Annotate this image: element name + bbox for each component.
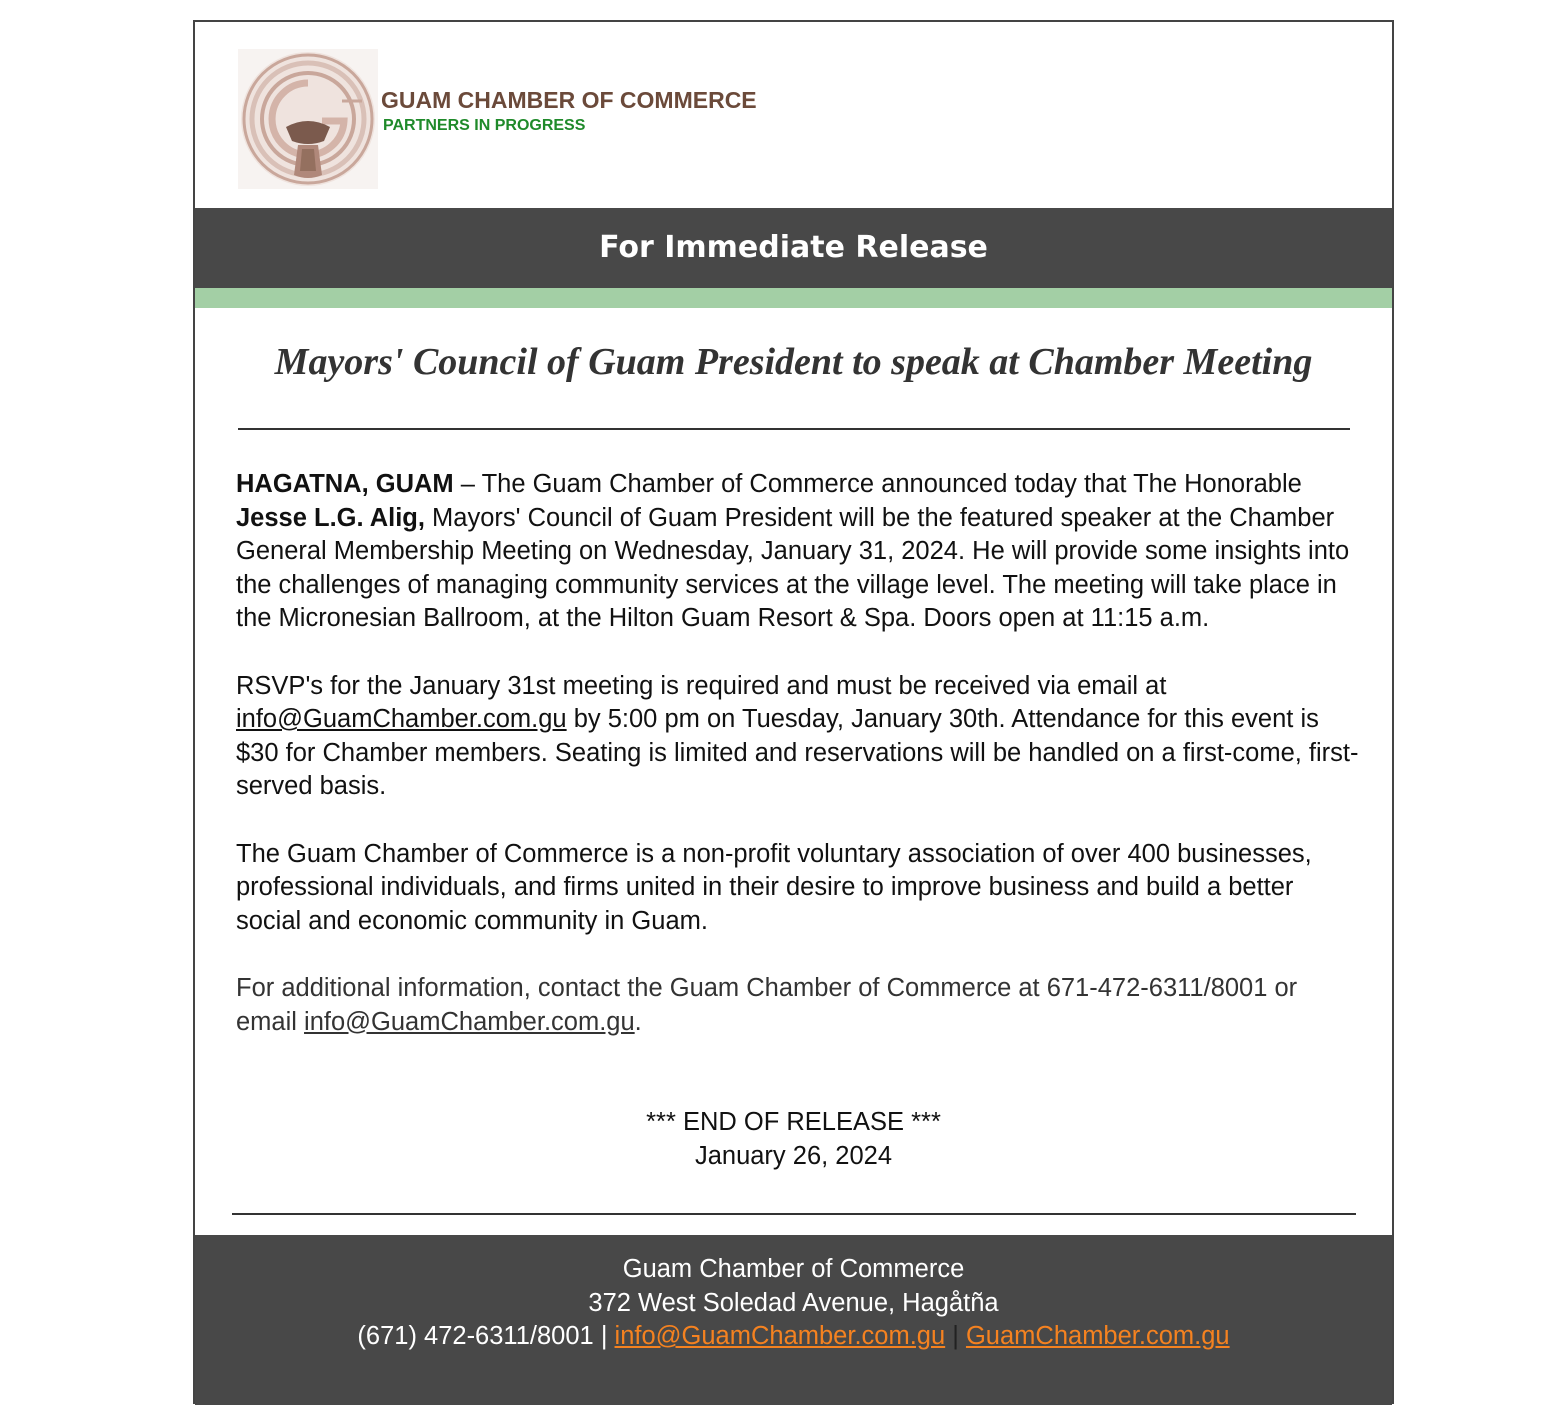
footer <box>195 1235 1392 1405</box>
divider-top <box>238 428 1350 430</box>
footer-contact-line: (671) 472-6311/8001 | info@GuamChamber.com.gu | GuamChamber.com.gu <box>357 1322 1230 1351</box>
chamber-seal-icon <box>238 49 378 189</box>
release-date: January 26, 2024 <box>694 1141 893 1170</box>
speaker-name: Jesse L.G. Alig, <box>236 503 425 532</box>
logo-wordmark: GUAM CHAMBER OF COMMERCE <box>381 87 757 113</box>
chamber-logo <box>238 49 838 189</box>
footer-address: 372 West Soledad Avenue, Hagåtña <box>588 1288 999 1317</box>
footer-phone: (671) 472-6311/8001 <box>357 1322 594 1351</box>
contact-email-link[interactable]: info@GuamChamber.com.gu <box>304 1007 635 1036</box>
footer-email-link[interactable]: info@GuamChamber.com.gu <box>614 1322 946 1351</box>
divider-bottom <box>232 1213 1356 1215</box>
accent-bar <box>195 288 1392 308</box>
logo-tagline: PARTNERS IN PROGRESS <box>383 117 586 134</box>
release-banner: For Immediate Release <box>195 208 1392 288</box>
press-release <box>193 20 1394 1404</box>
end-marker: *** END OF RELEASE *** <box>646 1108 941 1136</box>
paragraph-rsvp: RSVP's for the January 31st meeting is required and must be received via email at info@GuamChamber.com.gu by 5:00 pm on Tuesday, January 30th. Attendance for this event is $30 for Chamber members. Seating is limited and reservations will be handled on a first-come, first-served basis. <box>236 671 1359 801</box>
end-of-release <box>195 1106 1392 1173</box>
dateline: HAGATNA, GUAM <box>236 470 454 498</box>
rsvp-email-link[interactable]: info@GuamChamber.com.gu <box>236 705 567 734</box>
paragraph-about: The Guam Chamber of Commerce is a non-profit voluntary association of over 400 businesses, professional individuals, and firms united in their desire to improve business and build a better social and economic community in Guam. <box>236 839 1312 935</box>
release-body <box>236 468 1361 1073</box>
headline: Mayors' Council of Guam President to speak at Chamber Meeting <box>274 341 1313 383</box>
paragraph-announcement: HAGATNA, GUAM – The Guam Chamber of Commerce announced today that The Honorable Jesse L.G. Alig, Mayors' Council of Guam President will be the featured speaker at the Chamber General Membership Meeting on Wednesday, January 31, 2024. He will provide some insights into the challenges of managing community services at the village level. The meeting will take place in the Micronesian Ballroom, at the Hilton Guam Resort & Spa. Doors open at 11:15 a.m. <box>236 470 1350 633</box>
footer-website-link[interactable]: GuamChamber.com.gu <box>965 1322 1230 1351</box>
paragraph-contact: For additional information, contact the Guam Chamber of Commerce at 671-472-6311/8001 or email info@GuamChamber.com.gu. <box>236 973 1298 1036</box>
footer-org: Guam Chamber of Commerce <box>622 1255 965 1283</box>
